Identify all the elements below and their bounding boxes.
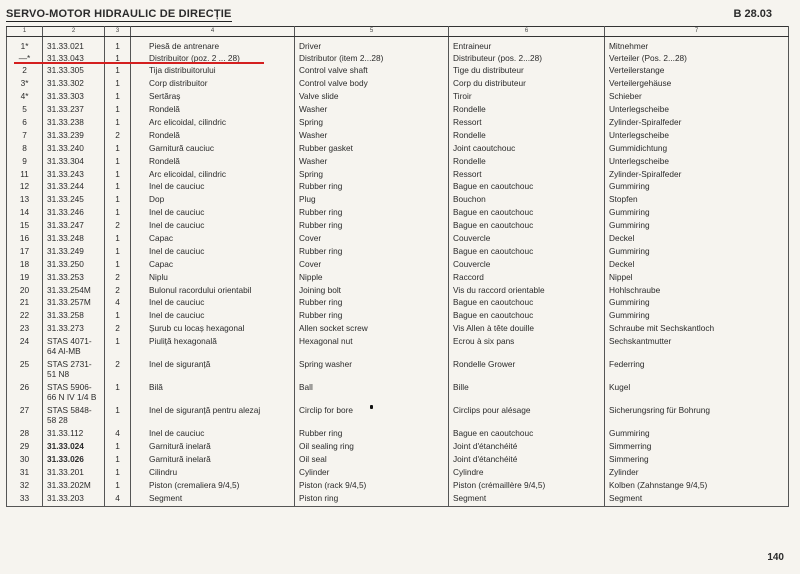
name-french: Circlips pour alésage — [449, 406, 605, 429]
name-french: Distributeur (pos. 2...28) — [449, 54, 605, 67]
name-french: Piston (crémaillère 9/4,5) — [449, 481, 605, 494]
name-german: Unterlegscheibe — [605, 105, 789, 118]
name-german: Zylinder — [605, 468, 789, 481]
name-romanian: Niplu — [131, 273, 295, 286]
name-french: Bague en caoutchouc — [449, 298, 605, 311]
name-french: Bague en caoutchouc — [449, 311, 605, 324]
name-english: Ball — [295, 383, 449, 406]
name-french: Rondelle — [449, 131, 605, 144]
row-number: 22 — [7, 311, 43, 324]
part-number: 31.33.302 — [43, 79, 105, 92]
part-number: 31.33.203 — [43, 494, 105, 507]
row-number: 6 — [7, 118, 43, 131]
name-english: Washer — [295, 157, 449, 170]
table-row — [7, 360, 789, 383]
part-number: 31.33.273 — [43, 324, 105, 337]
name-romanian: Inel de cauciuc — [131, 208, 295, 221]
part-number: 31.33.305 — [43, 66, 105, 79]
name-french: Tige du distributeur — [449, 66, 605, 79]
part-number: 31.33.258 — [43, 311, 105, 324]
name-french: Bouchon — [449, 195, 605, 208]
name-english: Rubber ring — [295, 182, 449, 195]
ink-dot — [370, 405, 373, 409]
table-row — [7, 442, 789, 455]
name-english: Rubber ring — [295, 221, 449, 234]
table-row — [7, 455, 789, 468]
name-french: Rondelle — [449, 157, 605, 170]
row-number: 7 — [7, 131, 43, 144]
column-header: 7 — [605, 27, 789, 37]
name-english: Joining bolt — [295, 286, 449, 299]
table-row — [7, 66, 789, 79]
table-row — [7, 324, 789, 337]
name-german: Verteilerstange — [605, 66, 789, 79]
name-english: Rubber gasket — [295, 144, 449, 157]
name-german: Gummiring — [605, 221, 789, 234]
name-french: Couvercle — [449, 234, 605, 247]
name-romanian: Rondelă — [131, 105, 295, 118]
name-english: Spring — [295, 118, 449, 131]
name-romanian: Inel de siguranță — [131, 360, 295, 383]
name-french: Segment — [449, 494, 605, 507]
table-row — [7, 54, 789, 67]
name-romanian: Inel de siguranță pentru alezaj — [131, 406, 295, 429]
column-header: 6 — [449, 27, 605, 37]
part-number: 31.33.248 — [43, 234, 105, 247]
row-number: 32 — [7, 481, 43, 494]
row-number: 8 — [7, 144, 43, 157]
row-number: 13 — [7, 195, 43, 208]
name-romanian: Capac — [131, 260, 295, 273]
name-english: Allen socket screw — [295, 324, 449, 337]
quantity: 1 — [105, 118, 131, 131]
table-row — [7, 406, 789, 429]
quantity: 1 — [105, 383, 131, 406]
name-romanian: Garnitură cauciuc — [131, 144, 295, 157]
name-german: Sechskantmutter — [605, 337, 789, 360]
table-row — [7, 195, 789, 208]
quantity: 4 — [105, 494, 131, 507]
part-number: 31.33.021 — [43, 37, 105, 54]
name-german: Gummiring — [605, 298, 789, 311]
name-german: Schraube mit Sechskantloch — [605, 324, 789, 337]
table-row — [7, 481, 789, 494]
page-number: 140 — [767, 552, 784, 563]
name-french: Rondelle Grower — [449, 360, 605, 383]
name-english: Cover — [295, 234, 449, 247]
name-french: Cylindre — [449, 468, 605, 481]
quantity: 2 — [105, 286, 131, 299]
row-number: 1* — [7, 37, 43, 54]
name-german: Sicherungsring für Bohrung — [605, 406, 789, 429]
column-header: 2 — [43, 27, 105, 37]
name-english: Oil sealing ring — [295, 442, 449, 455]
part-number: STAS 5906-66 N IV 1/4 B — [43, 383, 105, 406]
table-row — [7, 298, 789, 311]
name-french: Tiroir — [449, 92, 605, 105]
name-german: Deckel — [605, 260, 789, 273]
table-row — [7, 234, 789, 247]
table-row — [7, 273, 789, 286]
part-number: 31.33.024 — [43, 442, 105, 455]
name-romanian: Segment — [131, 494, 295, 507]
name-french: Joint d'étanchéité — [449, 442, 605, 455]
row-number: 15 — [7, 221, 43, 234]
name-romanian: Șurub cu locaș hexagonal — [131, 324, 295, 337]
name-romanian: Sertăraș — [131, 92, 295, 105]
name-romanian: Inel de cauciuc — [131, 247, 295, 260]
table-row — [7, 105, 789, 118]
name-english: Control valve body — [295, 79, 449, 92]
part-number: 31.33.245 — [43, 195, 105, 208]
name-french: Vis Allen à tête douille — [449, 324, 605, 337]
name-english: Washer — [295, 131, 449, 144]
name-english: Plug — [295, 195, 449, 208]
name-french: Ecrou à six pans — [449, 337, 605, 360]
name-english: Cover — [295, 260, 449, 273]
part-number: 31.33.243 — [43, 170, 105, 183]
name-german: Mitnehmer — [605, 37, 789, 54]
part-number: 31.33.253 — [43, 273, 105, 286]
name-romanian: Garnitură inelară — [131, 442, 295, 455]
name-german: Unterlegscheibe — [605, 131, 789, 144]
name-german: Nippel — [605, 273, 789, 286]
row-number: 27 — [7, 406, 43, 429]
table-row — [7, 260, 789, 273]
part-number: 31.33.239 — [43, 131, 105, 144]
name-german: Verteiler (Pos. 2...28) — [605, 54, 789, 67]
name-french: Bague en caoutchouc — [449, 182, 605, 195]
name-romanian: Bulonul racordului orientabil — [131, 286, 295, 299]
name-english: Spring washer — [295, 360, 449, 383]
name-english: Rubber ring — [295, 208, 449, 221]
name-german: Zylinder-Spiralfeder — [605, 170, 789, 183]
name-english: Circlip for bore — [295, 406, 449, 429]
part-number: 31.33.250 — [43, 260, 105, 273]
name-romanian: Capac — [131, 234, 295, 247]
row-number: 23 — [7, 324, 43, 337]
column-header: 5 — [295, 27, 449, 37]
name-german: Stopfen — [605, 195, 789, 208]
row-number: 31 — [7, 468, 43, 481]
name-german: Gummiring — [605, 311, 789, 324]
row-number: 4* — [7, 92, 43, 105]
name-french: Bague en caoutchouc — [449, 208, 605, 221]
row-number: 5 — [7, 105, 43, 118]
name-english: Rubber ring — [295, 429, 449, 442]
part-number: 31.33.026 — [43, 455, 105, 468]
name-english: Valve slide — [295, 92, 449, 105]
name-romanian: Distribuitor (poz. 2 ... 28) — [131, 54, 295, 67]
table-row — [7, 494, 789, 507]
name-french: Bague en caoutchouc — [449, 429, 605, 442]
quantity: 1 — [105, 37, 131, 54]
table-row — [7, 118, 789, 131]
row-number: 29 — [7, 442, 43, 455]
name-english: Piston ring — [295, 494, 449, 507]
name-french: Bague en caoutchouc — [449, 247, 605, 260]
row-number: 11 — [7, 170, 43, 183]
part-number: 31.33.201 — [43, 468, 105, 481]
quantity: 1 — [105, 260, 131, 273]
row-number: 24 — [7, 337, 43, 360]
row-number: —* — [7, 54, 43, 67]
part-number: STAS 4071-64 Al-MB — [43, 337, 105, 360]
name-romanian: Cilindru — [131, 468, 295, 481]
row-number: 12 — [7, 182, 43, 195]
part-number: 31.33.257M — [43, 298, 105, 311]
quantity: 2 — [105, 360, 131, 383]
part-number: 31.33.246 — [43, 208, 105, 221]
parts-table — [6, 26, 789, 507]
name-german: Federring — [605, 360, 789, 383]
quantity: 1 — [105, 66, 131, 79]
part-number: STAS 5848-58 28 — [43, 406, 105, 429]
name-french: Entraineur — [449, 37, 605, 54]
quantity: 1 — [105, 247, 131, 260]
quantity: 1 — [105, 92, 131, 105]
name-german: Verteilergehäuse — [605, 79, 789, 92]
part-number: 31.33.303 — [43, 92, 105, 105]
quantity: 1 — [105, 481, 131, 494]
name-english: Piston (rack 9/4,5) — [295, 481, 449, 494]
name-french: Joint d'étanchéité — [449, 455, 605, 468]
name-english: Hexagonal nut — [295, 337, 449, 360]
table-row — [7, 157, 789, 170]
quantity: 1 — [105, 234, 131, 247]
name-romanian: Corp distribuitor — [131, 79, 295, 92]
name-romanian: Piesă de antrenare — [131, 37, 295, 54]
name-german: Zylinder-Spiralfeder — [605, 118, 789, 131]
row-number: 14 — [7, 208, 43, 221]
name-english: Rubber ring — [295, 298, 449, 311]
row-number: 3* — [7, 79, 43, 92]
name-english: Washer — [295, 105, 449, 118]
table-row — [7, 170, 789, 183]
name-french: Corp du distributeur — [449, 79, 605, 92]
name-english: Rubber ring — [295, 247, 449, 260]
quantity: 2 — [105, 221, 131, 234]
part-number: 31.33.237 — [43, 105, 105, 118]
name-german: Gummiring — [605, 429, 789, 442]
name-romanian: Rondelă — [131, 131, 295, 144]
section-code: B 28.03 — [733, 8, 772, 20]
table-row — [7, 468, 789, 481]
part-number: 31.33.238 — [43, 118, 105, 131]
name-romanian: Inel de cauciuc — [131, 298, 295, 311]
quantity: 4 — [105, 298, 131, 311]
quantity: 2 — [105, 324, 131, 337]
name-english: Nipple — [295, 273, 449, 286]
row-number: 21 — [7, 298, 43, 311]
name-french: Raccord — [449, 273, 605, 286]
table-row — [7, 208, 789, 221]
quantity: 1 — [105, 442, 131, 455]
name-french: Ressort — [449, 118, 605, 131]
name-french: Couvercle — [449, 260, 605, 273]
table-row — [7, 429, 789, 442]
name-english: Driver — [295, 37, 449, 54]
table-row — [7, 337, 789, 360]
name-romanian: Arc elicoidal, cilindric — [131, 170, 295, 183]
table-row — [7, 144, 789, 157]
name-romanian: Rondelă — [131, 157, 295, 170]
name-romanian: Inel de cauciuc — [131, 429, 295, 442]
table-row — [7, 79, 789, 92]
quantity: 1 — [105, 157, 131, 170]
quantity: 1 — [105, 170, 131, 183]
part-number: 31.33.249 — [43, 247, 105, 260]
page-title: SERVO-MOTOR HIDRAULIC DE DIRECȚIE — [6, 8, 232, 20]
part-number: 31.33.240 — [43, 144, 105, 157]
quantity: 1 — [105, 406, 131, 429]
row-number: 33 — [7, 494, 43, 507]
column-header: 3 — [105, 27, 131, 37]
name-romanian: Piston (cremaliera 9/4,5) — [131, 481, 295, 494]
part-number: 31.33.244 — [43, 182, 105, 195]
name-romanian: Inel de cauciuc — [131, 311, 295, 324]
part-number: 31.33.254M — [43, 286, 105, 299]
row-number: 17 — [7, 247, 43, 260]
row-number: 9 — [7, 157, 43, 170]
row-number: 16 — [7, 234, 43, 247]
table-row — [7, 383, 789, 406]
row-number: 26 — [7, 383, 43, 406]
name-french: Bille — [449, 383, 605, 406]
quantity: 1 — [105, 311, 131, 324]
column-header: 1 — [7, 27, 43, 37]
table-row — [7, 37, 789, 54]
name-german: Gummiring — [605, 208, 789, 221]
quantity: 1 — [105, 455, 131, 468]
name-romanian: Bilă — [131, 383, 295, 406]
name-german: Hohlschraube — [605, 286, 789, 299]
name-german: Gummidichtung — [605, 144, 789, 157]
name-romanian: Arc elicoidal, cilindric — [131, 118, 295, 131]
table-row — [7, 92, 789, 105]
row-number: 2 — [7, 66, 43, 79]
table-row — [7, 182, 789, 195]
red-underline-marker — [14, 62, 264, 64]
name-english: Control valve shaft — [295, 66, 449, 79]
name-german: Kugel — [605, 383, 789, 406]
row-number: 18 — [7, 260, 43, 273]
name-english: Rubber ring — [295, 311, 449, 324]
table-row — [7, 311, 789, 324]
part-number: STAS 2731-51 N8 — [43, 360, 105, 383]
part-number: 31.33.112 — [43, 429, 105, 442]
quantity: 1 — [105, 54, 131, 67]
name-romanian: Inel de cauciuc — [131, 221, 295, 234]
name-english: Cylinder — [295, 468, 449, 481]
row-number: 30 — [7, 455, 43, 468]
quantity: 1 — [105, 208, 131, 221]
name-romanian: Piuliță hexagonală — [131, 337, 295, 360]
quantity: 1 — [105, 468, 131, 481]
name-german: Simmering — [605, 455, 789, 468]
quantity: 1 — [105, 337, 131, 360]
name-german: Gummiring — [605, 247, 789, 260]
name-french: Rondelle — [449, 105, 605, 118]
name-german: Gummiring — [605, 182, 789, 195]
row-number: 19 — [7, 273, 43, 286]
part-number: 31.33.247 — [43, 221, 105, 234]
part-number: 31.33.202M — [43, 481, 105, 494]
name-french: Bague en caoutchouc — [449, 221, 605, 234]
quantity: 4 — [105, 429, 131, 442]
name-german: Kolben (Zahnstange 9/4,5) — [605, 481, 789, 494]
name-english: Spring — [295, 170, 449, 183]
name-french: Vis du raccord orientable — [449, 286, 605, 299]
parts-table-body — [7, 37, 789, 507]
quantity: 1 — [105, 144, 131, 157]
table-row — [7, 286, 789, 299]
name-romanian: Garnitură inelară — [131, 455, 295, 468]
name-german: Segment — [605, 494, 789, 507]
name-romanian: Inel de cauciuc — [131, 182, 295, 195]
row-number: 28 — [7, 429, 43, 442]
name-romanian: Dop — [131, 195, 295, 208]
name-english: Distributor (item 2...28) — [295, 54, 449, 67]
table-row — [7, 131, 789, 144]
name-german: Schieber — [605, 92, 789, 105]
quantity: 1 — [105, 79, 131, 92]
column-number-row — [7, 27, 789, 37]
quantity: 1 — [105, 195, 131, 208]
table-row — [7, 221, 789, 234]
row-number: 25 — [7, 360, 43, 383]
name-french: Joint caoutchouc — [449, 144, 605, 157]
part-number: 31.33.304 — [43, 157, 105, 170]
part-number: 31.33.043 — [43, 54, 105, 67]
quantity: 1 — [105, 105, 131, 118]
name-french: Ressort — [449, 170, 605, 183]
name-german: Deckel — [605, 234, 789, 247]
row-number: 20 — [7, 286, 43, 299]
name-german: Simmerring — [605, 442, 789, 455]
name-german: Unterlegscheibe — [605, 157, 789, 170]
quantity: 1 — [105, 182, 131, 195]
quantity: 2 — [105, 273, 131, 286]
quantity: 2 — [105, 131, 131, 144]
name-romanian: Tija distribuitorului — [131, 66, 295, 79]
column-header: 4 — [131, 27, 295, 37]
table-row — [7, 247, 789, 260]
name-english: Oil seal — [295, 455, 449, 468]
